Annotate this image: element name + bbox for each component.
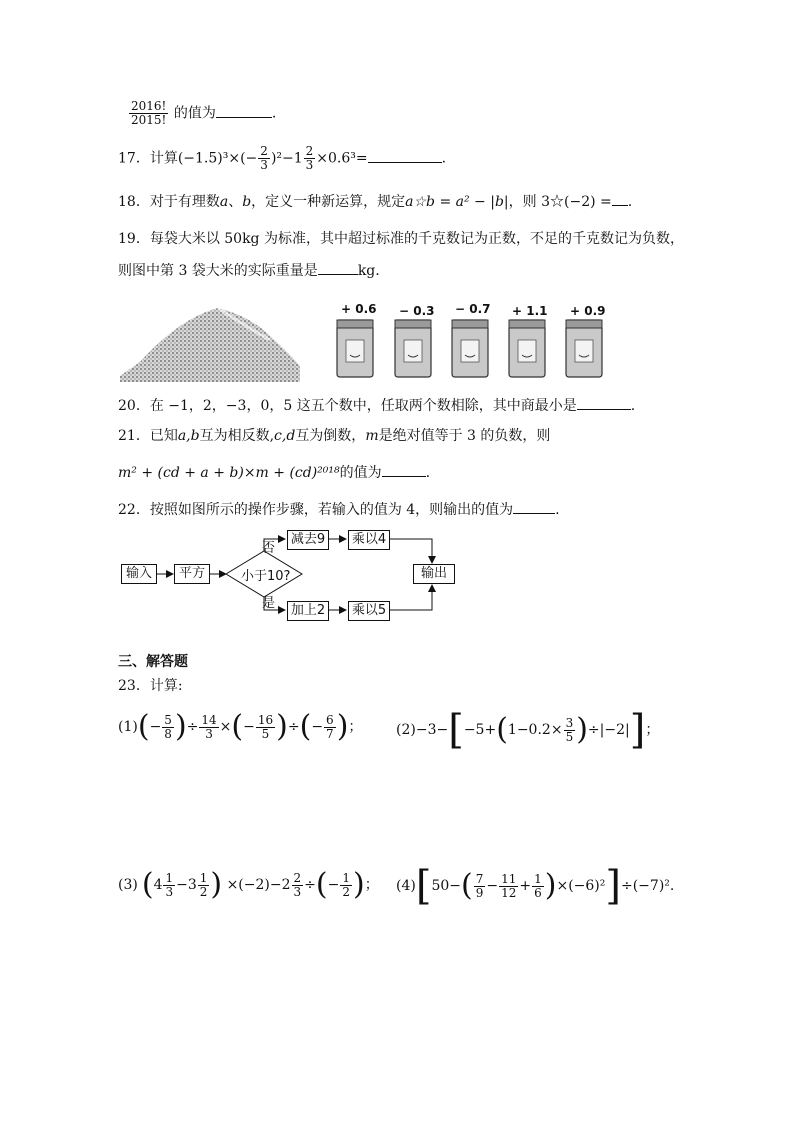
question-17 [118, 145, 446, 172]
expr-part: )²−1 [270, 150, 303, 167]
flow-output-box: 输出 [413, 564, 455, 584]
question-text: 的值为 [339, 465, 382, 481]
flow-add-2-box: 加上2 [287, 601, 329, 621]
variable-m: m [365, 428, 379, 444]
flow-no-label: 否 [262, 541, 276, 556]
question-21-line2 [118, 462, 430, 483]
q23-part2: (2) −3− [ −5+ ( 1−0.2× $\frac{3}{5}$ ) ÷|−2| ] ； [396, 707, 660, 753]
section-heading: 三、解答题 [118, 654, 188, 670]
question-19-line1 [118, 229, 684, 249]
answer-blank[interactable] [612, 191, 628, 206]
period: . [555, 502, 560, 518]
question-text: 21．已知 [118, 428, 178, 444]
question-text: 19．每袋大米以 50kg 为标准，其中超过标准的千克数记为正数，不足的千克数记为负数， [118, 231, 684, 247]
question-text: 20．在 −1，2，−3，0，5 这五个数中，任取两个数相除，其中商最小是 [118, 398, 577, 414]
expr-part: (−1.5)³×(− [177, 150, 258, 167]
part-label: (2) [396, 722, 416, 738]
numerator: 2 [260, 144, 268, 158]
question-text: 互为相反数, [199, 428, 275, 444]
numerator: 2016! [131, 99, 167, 113]
bag-label: + 1.1 [512, 304, 548, 318]
expr-part: ×0.6³= [316, 150, 368, 167]
period: . [425, 465, 431, 481]
rice-bag-icon [507, 318, 547, 378]
question-23-title: 23．计算: [118, 678, 183, 694]
bag-label: + 0.6 [341, 302, 377, 316]
fraction [258, 145, 270, 172]
rice-bag-icon [393, 318, 433, 378]
bag-label: − 0.3 [399, 304, 435, 318]
flow-multiply-5-box: 乘以5 [348, 601, 390, 621]
q23-part4: (4) [ 50− ( $\frac{7}{9}$ − $\frac{11}{12}$ + $\frac{1}{6}$ ) ×(−6)² ] ÷(−7)². [396, 863, 675, 909]
answer-blank[interactable] [318, 260, 358, 275]
flow-subtract-9-box: 减去9 [287, 530, 329, 550]
answer-blank[interactable] [513, 499, 555, 514]
question-21-line1 [118, 426, 550, 446]
question-19-line2 [118, 260, 380, 281]
semicolon: ； [645, 722, 660, 738]
expr-end: ÷(−7)². [620, 878, 675, 894]
rice-bag-icon [450, 318, 490, 378]
denominator: 2015! [131, 113, 167, 127]
question-text: 则图中第 3 袋大米的实际重量是 [118, 263, 318, 279]
period: . [441, 150, 447, 167]
variable-b: b [242, 194, 252, 210]
definition-expr: a☆b = a² − |b| [405, 194, 509, 210]
question-text: 互为倒数， [295, 428, 366, 444]
period: . [627, 194, 633, 210]
fraction [129, 100, 168, 127]
period: . [271, 105, 277, 122]
semicolon: ； [364, 877, 379, 893]
question-text: 22．按照如图所示的操作步骤，若输入的值为 4，则输出的值为 [118, 502, 514, 518]
q23-part3: (3) ( 4 $\frac{1}{3}$ −3 $\frac{1}{2}$ ) ×(−2)−2 $\frac{2}{3}$ ÷ ( − $\frac{1}{2}$ ) ； [118, 867, 379, 902]
expression: m² + (cd + a + b)×m + (cd)²⁰¹⁸ [118, 465, 340, 481]
answer-blank[interactable] [368, 148, 442, 163]
q23-part1: (1) ( − $\frac{5}{8}$ ) ÷ $\frac{14}{3}$ × ( − $\frac{16}{5}$ ) ÷ ( − $\frac{6}{7}$ ) ； [118, 709, 363, 744]
variables-cd: c,d [274, 428, 296, 444]
answer-blank[interactable] [382, 462, 426, 477]
answer-blank[interactable] [216, 103, 272, 118]
denominator: 3 [260, 158, 268, 172]
flow-yes-label: 是 [262, 596, 276, 611]
question-text: ，则 3☆(−2) = [508, 194, 612, 210]
question-20 [118, 395, 635, 416]
rice-bag-icon [335, 318, 375, 378]
expr-part: −3− [415, 722, 449, 738]
denominator: 3 [305, 158, 314, 172]
fraction [304, 145, 316, 172]
separator: 、 [228, 194, 243, 210]
flow-input-box: 输入 [121, 564, 157, 584]
question-18 [118, 191, 632, 212]
variables-ab: a,b [177, 428, 200, 444]
bag-label: − 0.7 [455, 302, 491, 316]
question-prefix: 17．计算 [118, 150, 178, 167]
flow-square-box: 平方 [174, 564, 210, 584]
semicolon: ； [348, 719, 363, 735]
question-prefix: 18．对于有理数 [118, 194, 220, 210]
question-text: 的值为 [173, 105, 216, 122]
rice-bag-icon [564, 318, 604, 378]
variable-a: a [219, 194, 229, 210]
flow-multiply-4-box: 乘以4 [348, 530, 390, 550]
answer-blank[interactable] [577, 395, 631, 410]
question-text: 是绝对值等于 3 的负数，则 [378, 428, 551, 444]
flow-condition: 小于10? [241, 569, 291, 584]
numerator: 2 [305, 144, 314, 158]
rice-pile-image [120, 296, 300, 382]
question-22 [118, 499, 560, 520]
part-label: (4) [396, 878, 416, 894]
part-label: (1) [118, 719, 138, 735]
period: . [630, 398, 636, 414]
question-text: ，定义一种新运算，规定 [251, 194, 406, 210]
question-16 [128, 100, 276, 127]
part-label: (3) [118, 877, 138, 893]
unit: kg. [357, 263, 380, 279]
bag-label: + 0.9 [570, 304, 606, 318]
